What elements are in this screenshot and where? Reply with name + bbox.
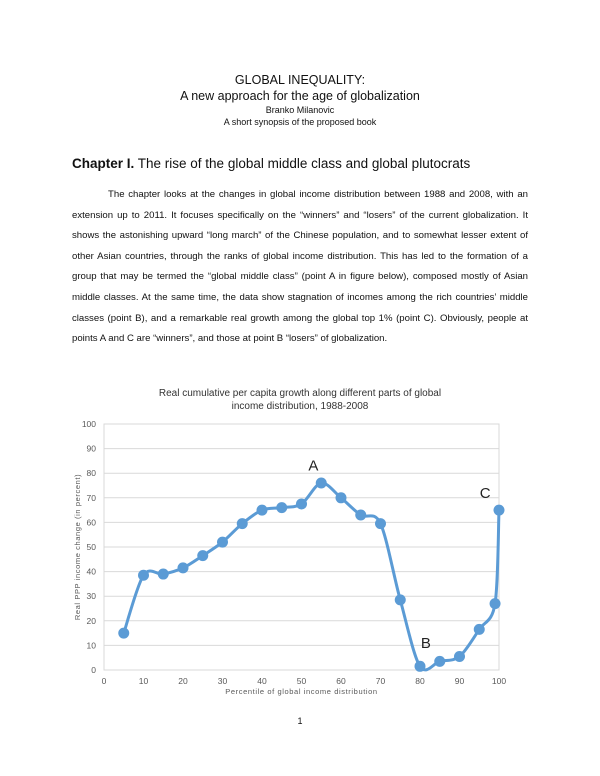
data-point <box>197 550 208 561</box>
y-tick-label: 70 <box>86 492 96 503</box>
y-tick-label: 40 <box>86 566 96 577</box>
data-point <box>237 518 248 529</box>
chapter-label: Chapter I. <box>72 156 135 171</box>
data-point <box>355 510 366 521</box>
author-name: Branko Milanovic <box>265 105 335 115</box>
data-point <box>158 569 169 580</box>
chart-title-line2: income distribution, 1988-2008 <box>231 401 369 412</box>
chart-title-line1: Real cumulative per capita growth along different parts of global <box>158 388 442 399</box>
x-axis-label: Percentile of global income distribution <box>225 687 378 696</box>
data-point <box>316 478 327 489</box>
data-point <box>415 661 426 672</box>
synopsis-note: A short synopsis of the proposed book <box>223 117 377 127</box>
chapter-title: The rise of the global middle class and global plutocrats <box>134 156 471 171</box>
y-tick-label: 80 <box>86 468 96 479</box>
data-point <box>494 505 505 516</box>
series-line <box>124 483 499 670</box>
y-tick-label: 50 <box>86 542 96 552</box>
paragraph-text: The chapter looks at the changes in global income distribution between 1988 and 2008, with an extension up to 2011. It focuses specifically on the “winners” and “losers” of the current globalization. It shows the astonishing upward “long march” of the Chinese population, and to somewhat lesser extent of other Asian countries, through the ranks of global income distribution. This has led to the formation of a group that may be termed the “global middle class” (point A in figure below), composed mostly of Asian middle classes. At the same time, the data show stagnation of incomes among the rich countries’ middle classes (point B), and a remarkable real growth among the global top 1% (point C). Obviously, people at points A and C are “winners”, and those at point B “losers” of globalization. <box>72 189 528 345</box>
x-tick-label: 10 <box>138 676 149 686</box>
y-tick-label: 30 <box>86 591 96 602</box>
data-point <box>375 518 386 529</box>
x-tick-label: 40 <box>257 676 267 686</box>
y-axis-label: Real PPP income change (in percent) <box>73 473 82 621</box>
data-point <box>118 628 129 639</box>
x-tick-label: 50 <box>296 676 307 686</box>
y-tick-label: 0 <box>91 665 96 675</box>
data-point <box>434 656 445 667</box>
point-annotation: B <box>420 634 431 652</box>
y-tick-label: 100 <box>81 419 96 429</box>
x-tick-label: 90 <box>454 676 465 686</box>
data-point <box>217 537 228 548</box>
y-tick-label: 90 <box>86 443 96 454</box>
y-tick-label: 20 <box>86 615 96 626</box>
x-tick-label: 100 <box>491 676 507 686</box>
document-title: GLOBAL INEQUALITY: <box>234 73 366 87</box>
document-subtitle: A new approach for the age of globalization <box>180 89 420 103</box>
data-point <box>336 492 347 503</box>
data-point <box>178 562 189 573</box>
x-tick-label: 30 <box>217 676 228 686</box>
point-annotation: A <box>308 457 319 475</box>
y-tick-label: 60 <box>86 517 96 528</box>
data-point <box>490 598 501 609</box>
data-point <box>276 502 287 513</box>
data-point <box>395 594 406 605</box>
page-number: 1 <box>297 716 303 726</box>
data-point <box>257 505 268 516</box>
data-point <box>474 624 485 635</box>
x-tick-label: 80 <box>415 676 425 686</box>
x-tick-label: 0 <box>101 676 107 686</box>
x-tick-label: 20 <box>178 676 188 686</box>
x-tick-label: 70 <box>375 676 386 686</box>
point-annotation: C <box>479 484 491 502</box>
data-point <box>138 570 149 581</box>
x-tick-label: 60 <box>336 676 346 686</box>
data-point <box>296 498 307 509</box>
data-point <box>454 651 465 662</box>
y-tick-label: 10 <box>86 640 96 651</box>
